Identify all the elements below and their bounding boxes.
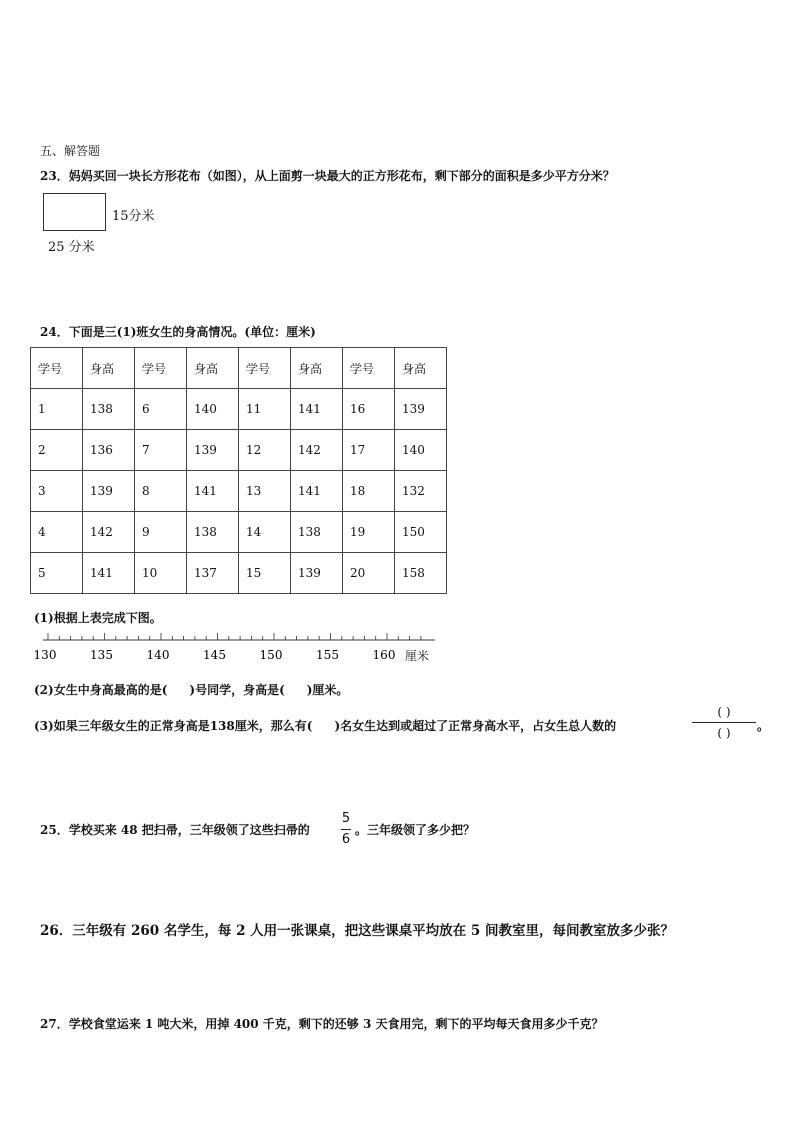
- table-row: [31, 512, 447, 553]
- table-row: [31, 471, 447, 512]
- table-header-cell: 身高: [395, 348, 447, 389]
- part2-text-a: (2)女生中身高最高的是(: [34, 683, 168, 697]
- number-line-unit: 厘米: [405, 649, 430, 663]
- table-cell: 11: [239, 389, 291, 430]
- table-cell: 19: [343, 512, 395, 553]
- part3-text-b: )名女生达到或超过了正常身高水平，占女生总人数的: [334, 719, 617, 733]
- tick-label: 130: [33, 648, 57, 662]
- table-cell: 20: [343, 553, 395, 594]
- table-cell: 3: [31, 471, 83, 512]
- fraction-bar: [692, 722, 756, 723]
- table-cell: 139: [187, 430, 239, 471]
- part3-text-a: (3)如果三年级女生的正常身高是138厘米，那么有(: [34, 719, 313, 733]
- table-cell: 137: [187, 553, 239, 594]
- tick-label: 160: [372, 648, 396, 662]
- table-cell: 13: [239, 471, 291, 512]
- rectangle-width-label: 25 分米: [48, 240, 95, 255]
- table-cell: 4: [31, 512, 83, 553]
- table-header-cell: 身高: [291, 348, 343, 389]
- table-cell: 150: [395, 512, 447, 553]
- tick-label: 135: [90, 648, 113, 662]
- question-23: 23．妈妈买回一块长方形花布（如图），从上面剪一块最大的正方形花布，剩下部分的面积是多少平方分米？: [40, 169, 615, 183]
- fraction-numerator: 5: [341, 811, 351, 826]
- table-row: [31, 553, 447, 594]
- fraction-denominator: 6: [341, 832, 351, 847]
- table-cell: 158: [395, 553, 447, 594]
- tick-label: 140: [146, 648, 170, 662]
- part2-text-b: )号同学，身高是(: [189, 683, 285, 697]
- table-cell: 138: [291, 512, 343, 553]
- question-27: 27．学校食堂运来 1 吨大米，用掉 400 千克，剩下的还够 3 天食用完，剩下的平均每天食用多少千克？: [40, 1017, 604, 1031]
- table-cell: 132: [395, 471, 447, 512]
- fraction-numerator: ( ): [717, 705, 731, 719]
- question-25-a: 25．学校买来 48 把扫帚，三年级领了这些扫帚的: [40, 823, 310, 837]
- rectangle-figure: [43, 193, 106, 231]
- height-table: [30, 347, 447, 594]
- table-cell: 141: [83, 553, 135, 594]
- table-cell: 142: [291, 430, 343, 471]
- section-title: 五、解答题: [40, 144, 101, 158]
- table-header-cell: 学号: [135, 348, 187, 389]
- table-header-cell: 身高: [83, 348, 135, 389]
- table-cell: 9: [135, 512, 187, 553]
- table-cell: 141: [187, 471, 239, 512]
- table-cell: 15: [239, 553, 291, 594]
- fraction-denominator: ( ): [717, 726, 731, 740]
- part3-end-mark: 。: [757, 719, 770, 733]
- table-cell: 142: [83, 512, 135, 553]
- table-cell: 7: [135, 430, 187, 471]
- table-cell: 139: [395, 389, 447, 430]
- table-header-cell: 身高: [187, 348, 239, 389]
- table-cell: 140: [395, 430, 447, 471]
- table-cell: 2: [31, 430, 83, 471]
- table-cell: 18: [343, 471, 395, 512]
- table-cell: 136: [83, 430, 135, 471]
- table-row: [31, 389, 447, 430]
- table-header-cell: 学号: [343, 348, 395, 389]
- table-cell: 14: [239, 512, 291, 553]
- table-cell: 140: [187, 389, 239, 430]
- table-cell: 17: [343, 430, 395, 471]
- table-cell: 10: [135, 553, 187, 594]
- table-cell: 16: [343, 389, 395, 430]
- table-cell: 139: [83, 471, 135, 512]
- part2-text-c: )厘米。: [306, 683, 349, 697]
- number-line: [33, 628, 440, 664]
- table-header-cell: 学号: [31, 348, 83, 389]
- table-header-cell: 学号: [239, 348, 291, 389]
- tick-label: 145: [203, 648, 226, 662]
- table-cell: 12: [239, 430, 291, 471]
- table-cell: 139: [291, 553, 343, 594]
- table-cell: 5: [31, 553, 83, 594]
- question-26: 26．三年级有 260 名学生，每 2 人用一张课桌，把这些课桌平均放在 5 间教室里，每间教室放多少张？: [40, 923, 674, 939]
- fraction-bar: [341, 829, 351, 830]
- tick-label: 155: [316, 648, 339, 662]
- answer-fraction[interactable]: [692, 705, 756, 741]
- question-25-b: 。三年级领了多少把？: [355, 823, 476, 837]
- tick-label: 150: [259, 648, 283, 662]
- table-cell: 138: [187, 512, 239, 553]
- table-cell: 141: [291, 389, 343, 430]
- table-row: [31, 430, 447, 471]
- table-cell: 8: [135, 471, 187, 512]
- question-24-part3: [34, 717, 616, 734]
- table-cell: 141: [291, 471, 343, 512]
- rectangle-height-label: 15分米: [112, 209, 155, 224]
- table-cell: 6: [135, 389, 187, 430]
- table-cell: 138: [83, 389, 135, 430]
- table-header-row: [31, 348, 447, 389]
- question-24-part2: [34, 681, 348, 698]
- table-cell: 1: [31, 389, 83, 430]
- fraction-five-sixths: [340, 809, 352, 851]
- question-24-intro: 24．下面是三(1)班女生的身高情况。(单位：厘米): [40, 325, 316, 339]
- question-24-part1: (1)根据上表完成下图。: [34, 611, 162, 625]
